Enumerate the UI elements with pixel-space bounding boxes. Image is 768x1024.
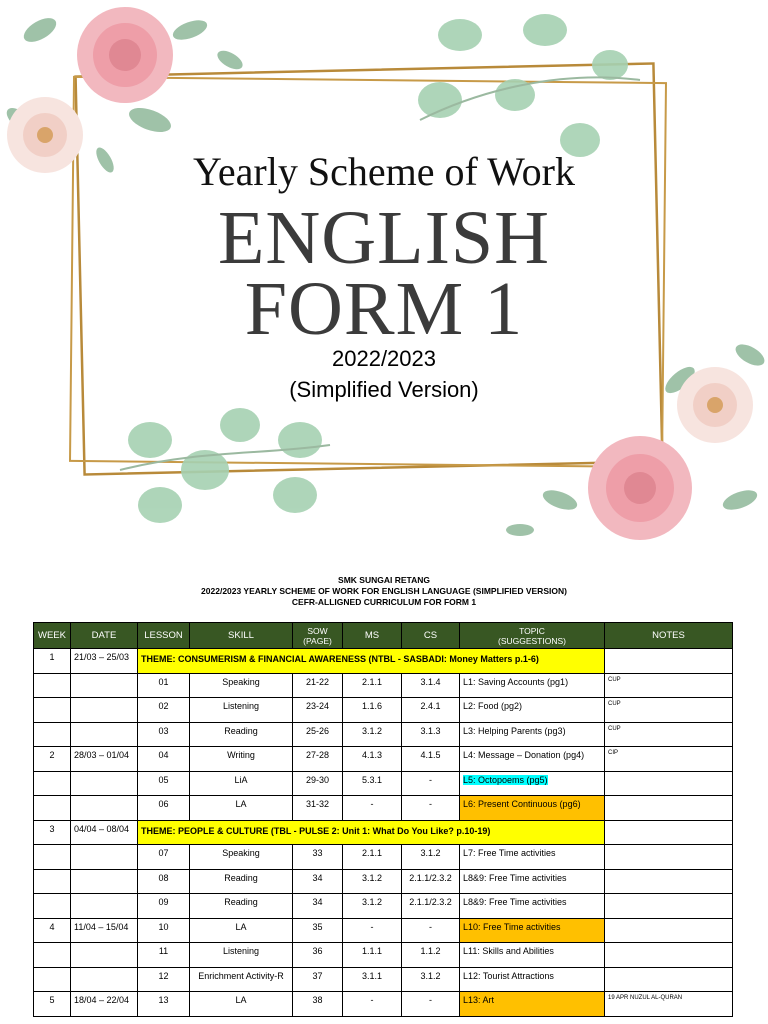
ms-cell: 1.1.6	[343, 698, 402, 723]
topic-cell	[460, 771, 605, 796]
lesson-cell: 03	[138, 722, 190, 747]
school-name: SMK SUNGAI RETANG	[338, 575, 430, 585]
table-row	[34, 771, 733, 796]
sheet-title: 2022/2023 YEARLY SCHEME OF WORK FOR ENGLISH LANGUAGE (SIMPLIFIED VERSION)	[201, 586, 567, 596]
topic-cell: L8&9: Free Time activities	[460, 894, 605, 919]
topic-highlight: L5: Octopoems (pg5)	[463, 774, 548, 785]
notes-cell: CUP	[605, 673, 733, 698]
notes-cell	[605, 869, 733, 894]
sow-cell: 27-28	[293, 747, 343, 772]
col-notes: NOTES	[605, 623, 733, 649]
lesson-cell: 12	[138, 967, 190, 992]
cs-cell: 3.1.2	[402, 845, 460, 870]
date-cell: 18/04 – 22/04	[71, 992, 138, 1017]
notes-cell	[605, 967, 733, 992]
table-row	[34, 967, 733, 992]
topic-cell: L3: Helping Parents (pg3)	[460, 722, 605, 747]
skill-cell: Enrichment Activity-R	[190, 967, 293, 992]
cs-cell: -	[402, 918, 460, 943]
lesson-cell: 10	[138, 918, 190, 943]
lesson-cell: 11	[138, 943, 190, 968]
cs-cell: 2.1.1/2.3.2	[402, 894, 460, 919]
col-sow: SOW (PAGE)	[293, 623, 343, 649]
table-row	[34, 845, 733, 870]
skill-cell: Writing	[190, 747, 293, 772]
cover-version: (Simplified Version)	[289, 377, 479, 402]
table-row	[34, 673, 733, 698]
sow-cell: 34	[293, 894, 343, 919]
sow-cell: 21-22	[293, 673, 343, 698]
date-cell: 11/04 – 15/04	[71, 918, 138, 943]
notes-cell	[605, 943, 733, 968]
notes-cell	[605, 894, 733, 919]
topic-cell: L8&9: Free Time activities	[460, 869, 605, 894]
skill-cell: LA	[190, 992, 293, 1017]
notes-cell: 19 APR NUZUL AL-QURAN	[605, 992, 733, 1017]
topic-cell: L4: Message – Donation (pg4)	[460, 747, 605, 772]
lesson-cell: 06	[138, 796, 190, 821]
lesson-cell: 05	[138, 771, 190, 796]
date-cell: 04/04 – 08/04	[71, 820, 138, 845]
topic-cell: L2: Food (pg2)	[460, 698, 605, 723]
skill-cell: LA	[190, 796, 293, 821]
ms-cell: 1.1.1	[343, 943, 402, 968]
sow-cell: 36	[293, 943, 343, 968]
table-row	[34, 918, 733, 943]
notes-cell	[605, 796, 733, 821]
skill-cell: LA	[190, 918, 293, 943]
cover-year: 2022/2023	[332, 346, 436, 371]
week-cell: 1	[34, 649, 71, 674]
skill-cell: Reading	[190, 894, 293, 919]
sheet-subtitle: CEFR-ALLIGNED CURRICULUM FOR FORM 1	[291, 597, 477, 607]
week-cell: 3	[34, 820, 71, 845]
ms-cell: -	[343, 992, 402, 1017]
notes-cell: CIP	[605, 747, 733, 772]
skill-cell: LiA	[190, 771, 293, 796]
topic-cell: L6: Present Continuous (pg6)	[460, 796, 605, 821]
notes-cell	[605, 771, 733, 796]
topic-cell: L7: Free Time activities	[460, 845, 605, 870]
lesson-cell: 08	[138, 869, 190, 894]
cs-cell: 3.1.2	[402, 967, 460, 992]
cs-cell: 2.4.1	[402, 698, 460, 723]
sow-cell: 23-24	[293, 698, 343, 723]
sow-cell: 31-32	[293, 796, 343, 821]
date-cell: 28/03 – 01/04	[71, 747, 138, 772]
skill-cell: Speaking	[190, 673, 293, 698]
topic-cell: L12: Tourist Attractions	[460, 967, 605, 992]
date-cell: 21/03 – 25/03	[71, 649, 138, 674]
sow-cell: 33	[293, 845, 343, 870]
notes-cell: CUP	[605, 722, 733, 747]
notes-cell	[605, 820, 733, 845]
topic-cell: L11: Skills and Abilities	[460, 943, 605, 968]
cs-cell: 2.1.1/2.3.2	[402, 869, 460, 894]
ms-cell: 2.1.1	[343, 845, 402, 870]
scheme-sheet	[0, 560, 768, 1005]
cover-form: FORM 1	[244, 267, 524, 351]
lesson-cell: 13	[138, 992, 190, 1017]
theme-cell: THEME: PEOPLE & CULTURE (TBL - PULSE 2: Unit 1: What Do You Like? p.10-19)	[138, 820, 605, 845]
topic-cell: L1: Saving Accounts (pg1)	[460, 673, 605, 698]
cs-cell: 3.1.4	[402, 673, 460, 698]
week-cell: 4	[34, 918, 71, 943]
table-row	[34, 894, 733, 919]
cs-cell: -	[402, 796, 460, 821]
ms-cell: 4.1.3	[343, 747, 402, 772]
table-row	[34, 747, 733, 772]
lesson-cell: 07	[138, 845, 190, 870]
col-cs: CS	[402, 623, 460, 649]
col-ms: MS	[343, 623, 402, 649]
cs-cell: 3.1.3	[402, 722, 460, 747]
col-lesson: LESSON	[138, 623, 190, 649]
cs-cell: -	[402, 992, 460, 1017]
notes-cell	[605, 845, 733, 870]
skill-cell: Reading	[190, 722, 293, 747]
cover-title-line: Yearly Scheme of Work	[193, 149, 575, 194]
ms-cell: 2.1.1	[343, 673, 402, 698]
ms-cell: -	[343, 918, 402, 943]
sow-cell: 35	[293, 918, 343, 943]
table-header-row	[34, 623, 733, 649]
sow-cell: 37	[293, 967, 343, 992]
sow-cell: 25-26	[293, 722, 343, 747]
week-cell: 5	[34, 992, 71, 1017]
ms-cell: -	[343, 796, 402, 821]
notes-cell	[605, 918, 733, 943]
table-row	[34, 943, 733, 968]
cs-cell: 4.1.5	[402, 747, 460, 772]
ms-cell: 3.1.2	[343, 722, 402, 747]
lesson-cell: 02	[138, 698, 190, 723]
lesson-cell: 04	[138, 747, 190, 772]
table-row	[34, 992, 733, 1017]
col-topic: TOPIC (SUGGESTIONS)	[460, 623, 605, 649]
scheme-table	[33, 622, 733, 1017]
sow-cell: 34	[293, 869, 343, 894]
ms-cell: 3.1.2	[343, 869, 402, 894]
table-row	[34, 869, 733, 894]
lesson-cell: 09	[138, 894, 190, 919]
notes-cell: CUP	[605, 698, 733, 723]
skill-cell: Speaking	[190, 845, 293, 870]
skill-cell: Reading	[190, 869, 293, 894]
theme-cell: THEME: CONSUMERISM & FINANCIAL AWARENESS (NTBL - SASBADI: Money Matters p.1-6)	[138, 649, 605, 674]
topic-cell: L13: Art	[460, 992, 605, 1017]
skill-cell: Listening	[190, 698, 293, 723]
ms-cell: 3.1.2	[343, 894, 402, 919]
sow-cell: 29-30	[293, 771, 343, 796]
cs-cell: 1.1.2	[402, 943, 460, 968]
table-row	[34, 820, 733, 845]
col-skill: SKILL	[190, 623, 293, 649]
table-row	[34, 649, 733, 674]
ms-cell: 5.3.1	[343, 771, 402, 796]
col-week: WEEK	[34, 623, 71, 649]
cover-subject: ENGLISH	[217, 196, 551, 280]
week-cell: 2	[34, 747, 71, 772]
table-row	[34, 722, 733, 747]
skill-cell: Listening	[190, 943, 293, 968]
ms-cell: 3.1.1	[343, 967, 402, 992]
col-date: DATE	[71, 623, 138, 649]
table-row	[34, 796, 733, 821]
sow-cell: 38	[293, 992, 343, 1017]
cs-cell: -	[402, 771, 460, 796]
lesson-cell: 01	[138, 673, 190, 698]
topic-cell: L10: Free Time activities	[460, 918, 605, 943]
table-row	[34, 698, 733, 723]
notes-cell	[605, 649, 733, 674]
